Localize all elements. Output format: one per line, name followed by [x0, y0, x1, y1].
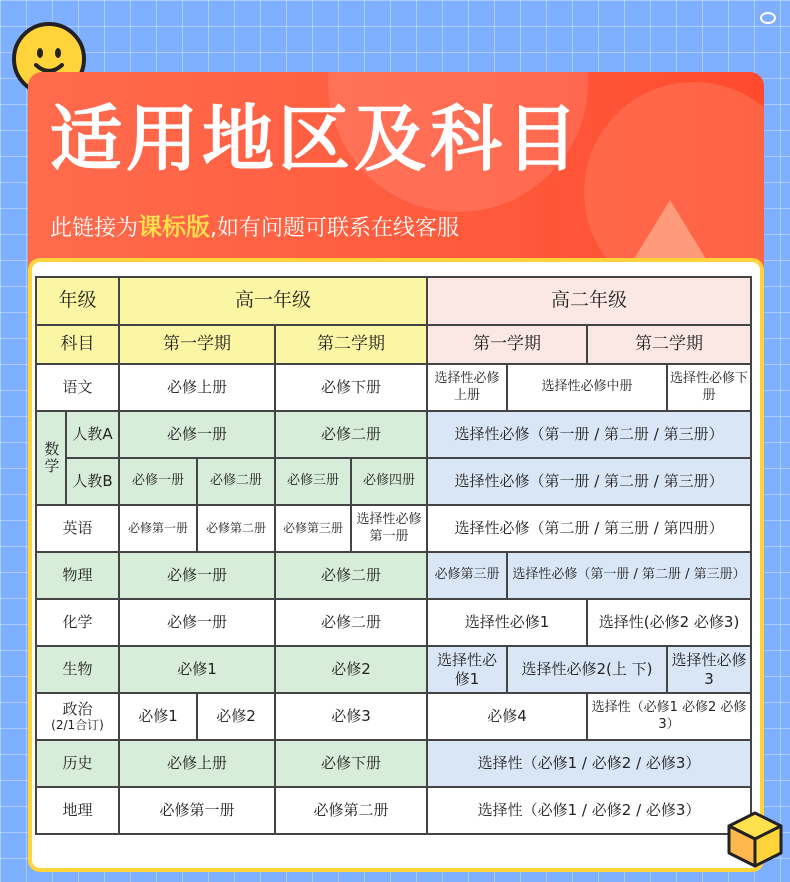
subject-name: 物理 — [36, 552, 119, 599]
cube-icon — [724, 808, 786, 874]
table-cell: 必修1 — [119, 646, 275, 693]
table-cell: 选择性必修（第一册 / 第二册 / 第三册） — [427, 458, 751, 505]
table-cell: 必修四册 — [351, 458, 427, 505]
table-cell: 必修一册 — [119, 599, 275, 646]
table-cell: 必修上册 — [119, 740, 275, 787]
table-row — [36, 277, 751, 325]
table-cell: 选择性必修2(上 下) — [507, 646, 667, 693]
subtitle-text: 此链接为 — [50, 216, 139, 241]
table-cell: 选择性（必修1 / 必修2 / 必修3） — [427, 740, 751, 787]
table-cell: 选择性必修（第一册 / 第二册 / 第三册） — [507, 552, 751, 599]
table-row — [36, 411, 751, 458]
table-cell: 必修二册 — [275, 599, 427, 646]
table-cell: 必修一册 — [119, 458, 197, 505]
table-cell: 必修第一册 — [119, 505, 197, 552]
table-cell: 选择性必修3 — [667, 646, 751, 693]
table-cell: 必修上册 — [119, 364, 275, 411]
table-row — [36, 325, 751, 364]
table-cell: 选择性(必修2 必修3) — [587, 599, 751, 646]
subject-name: 生物 — [36, 646, 119, 693]
subject-note: (2/1合订) — [51, 718, 104, 733]
table-cell: 选择性必修上册 — [427, 364, 507, 411]
table-row — [36, 458, 751, 505]
header-banner — [28, 72, 764, 272]
table-cell: 必修第二册 — [197, 505, 275, 552]
subject-name: 语文 — [36, 364, 119, 411]
grade10-header: 高一年级 — [119, 277, 427, 325]
table-row — [36, 505, 751, 552]
table-row — [36, 787, 751, 834]
table-cell: 必修第三册 — [275, 505, 351, 552]
table-cell: 必修一册 — [119, 552, 275, 599]
table-cell: 必修下册 — [275, 740, 427, 787]
subject-variant: 人教A — [66, 411, 119, 458]
table-cell: 选择性必修1 — [427, 646, 507, 693]
page-subtitle — [50, 207, 459, 242]
subject-variant: 人教B — [66, 458, 119, 505]
page-title: 适用地区及科目 — [50, 97, 583, 181]
grade10-sem1: 第一学期 — [119, 325, 275, 364]
grade-header: 年级 — [36, 277, 119, 325]
subject-header: 科目 — [36, 325, 119, 364]
table-cell: 选择性必修（第一册 / 第二册 / 第三册） — [427, 411, 751, 458]
table-cell: 必修二册 — [197, 458, 275, 505]
table-cell: 必修4 — [427, 693, 587, 740]
subject-name: 化学 — [36, 599, 119, 646]
table-cell: 必修第三册 — [427, 552, 507, 599]
table-row — [36, 599, 751, 646]
grade11-sem1: 第一学期 — [427, 325, 587, 364]
table-cell: 必修二册 — [275, 552, 427, 599]
table-cell: 必修1 — [119, 693, 197, 740]
table-cell: 必修三册 — [275, 458, 351, 505]
table-cell: 必修2 — [197, 693, 275, 740]
table-cell: 选择性必修中册 — [507, 364, 667, 411]
subject-name-text: 政治 — [62, 699, 93, 718]
table-cell: 选择性必修1 — [427, 599, 587, 646]
table-cell: 必修二册 — [275, 411, 427, 458]
table-cell: 必修3 — [275, 693, 427, 740]
table-cell: 必修第二册 — [275, 787, 427, 834]
subject-name: 数学 — [36, 411, 66, 505]
table-row — [36, 740, 751, 787]
table-cell: 必修一册 — [119, 411, 275, 458]
table-cell: 选择性必修（第二册 / 第三册 / 第四册） — [427, 505, 751, 552]
grade10-sem2: 第二学期 — [275, 325, 427, 364]
table-cell: 必修2 — [275, 646, 427, 693]
table-row — [36, 693, 751, 740]
table-row — [36, 646, 751, 693]
table-cell: 选择性必修第一册 — [351, 505, 427, 552]
table-cell: 选择性（必修1 / 必修2 / 必修3） — [427, 787, 751, 834]
subject-name — [36, 693, 119, 740]
table-cell: 选择性必修下册 — [667, 364, 751, 411]
table-row — [36, 552, 751, 599]
table-row — [36, 364, 751, 411]
subject-table — [35, 276, 752, 835]
subject-name: 地理 — [36, 787, 119, 834]
grade11-sem2: 第二学期 — [587, 325, 751, 364]
table-cell: 必修第一册 — [119, 787, 275, 834]
subject-name: 英语 — [36, 505, 119, 552]
grade11-header: 高二年级 — [427, 277, 751, 325]
table-cell: 必修下册 — [275, 364, 427, 411]
subject-name: 历史 — [36, 740, 119, 787]
circle-icon — [760, 12, 776, 24]
subtitle-text: ,如有问题可联系在线客服 — [210, 216, 460, 241]
edition-highlight: 课标版 — [138, 213, 211, 241]
table-cell: 选择性（必修1 必修2 必修3） — [587, 693, 751, 740]
